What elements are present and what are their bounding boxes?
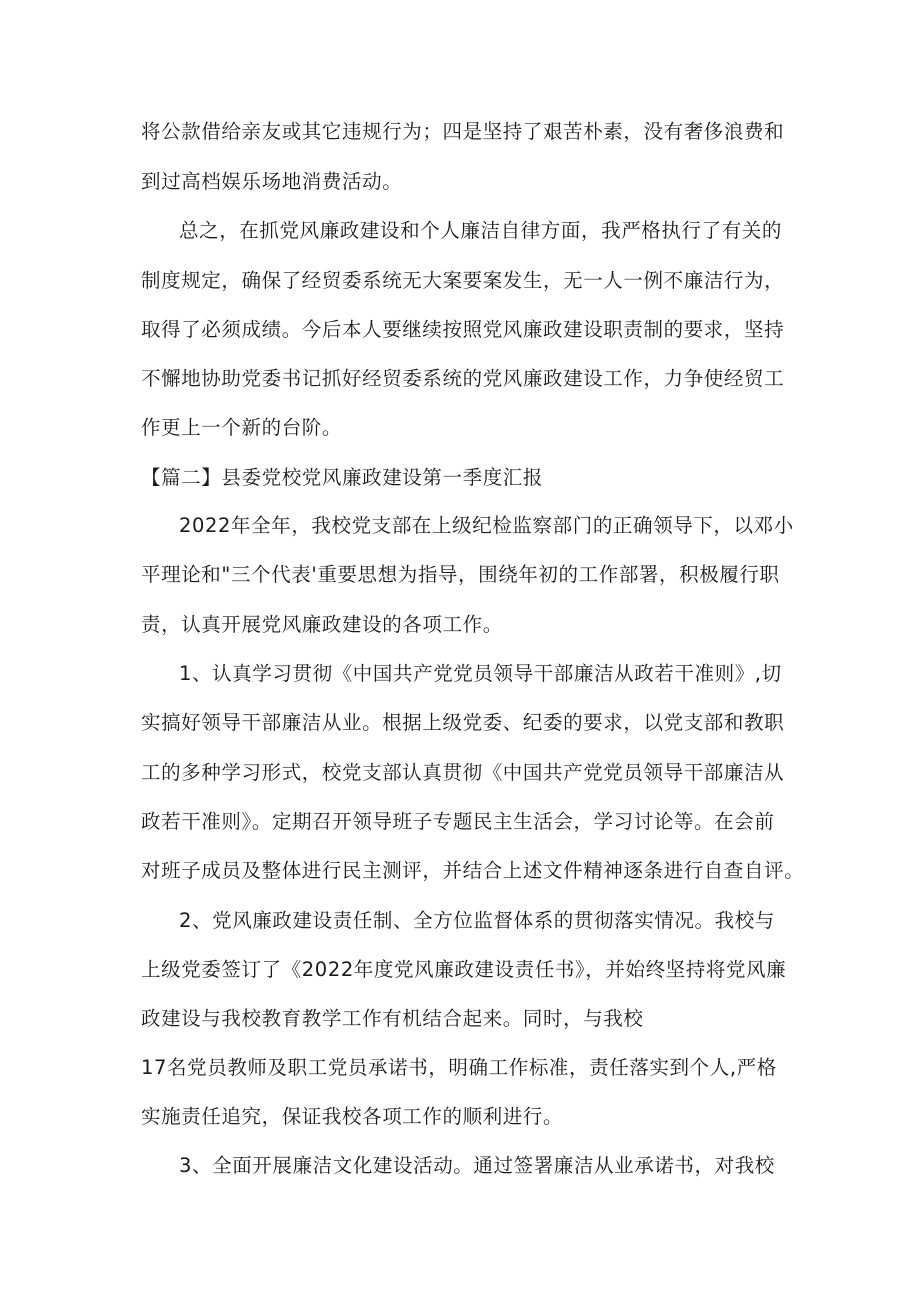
paragraph-intro-start: 2022年全年，我校党支部在上级纪检监察部门的正确领导下，以邓小: [179, 514, 794, 537]
text-line-18: 上级党委签订了《2022年度党风廉政建设责任书》，并始终坚持将党风廉: [141, 958, 787, 981]
text-line-14: 工的多种学习形式，校党支部认真贯彻《中国共产党党员领导干部廉洁从: [141, 761, 785, 784]
text-line-11: 责，认真开展党风廉政建设的各项工作。: [141, 613, 503, 636]
text-line-5: 取得了必须成绩。今后本人要继续按照党风廉政建设职责制的要求，坚持: [141, 318, 785, 341]
section-heading: 【篇二】县委党校党风廉政建设第一季度汇报: [141, 466, 544, 489]
paragraph-item-3-start: 3、全面开展廉洁文化建设活动。通过签署廉洁从业承诺书，对我校: [179, 1154, 775, 1177]
text-line-7: 作更上一个新的台阶。: [141, 416, 343, 439]
text-line-16: 对班子成员及整体进行民主测评，并结合上述文件精神逐条进行自查自评。: [141, 859, 805, 882]
text-line-21: 实施责任追究，保证我校各项工作的顺利进行。: [141, 1105, 564, 1128]
text-line-13: 实搞好领导干部廉洁从业。根据上级党委、纪委的要求，以党支部和教职: [141, 711, 785, 734]
text-line-4: 制度规定，确保了经贸委系统无大案要案发生，无一人一例不廉洁行为，: [141, 269, 785, 292]
paragraph-item-2-start: 2、党风廉政建设责任制、全方位监督体系的贯彻落实情况。我校与: [179, 909, 775, 932]
text-line-19: 政建设与我校教育教学工作有机结合起来。同时，与我校: [141, 1007, 644, 1030]
text-line-20: 17名党员教师及职工党员承诺书，明确工作标准，责任落实到个人,严格: [141, 1056, 777, 1079]
text-line-10: 平理论和"三个代表'重要思想为指导，围绕年初的工作部署，积极履行职: [141, 563, 780, 586]
text-line-1: 将公款借给亲友或其它违规行为；四是坚持了艰苦朴素，没有奢侈浪费和: [141, 120, 785, 143]
text-line-15: 政若干准则》。定期召开领导班子专题民主生活会，学习讨论等。在会前: [141, 810, 775, 833]
paragraph-conclusion-start: 总之，在抓党风廉政建设和个人廉洁自律方面，我严格执行了有关的: [179, 219, 783, 242]
paragraph-item-1-start: 1、认真学习贯彻《中国共产党党员领导干部廉洁从政若干准则》,切: [179, 662, 782, 685]
text-line-6: 不懈地协助党委书记抓好经贸委系统的党风廉政建设工作，力争使经贸工: [141, 367, 785, 390]
text-line-2: 到过高档娱乐场地消费活动。: [141, 170, 403, 193]
